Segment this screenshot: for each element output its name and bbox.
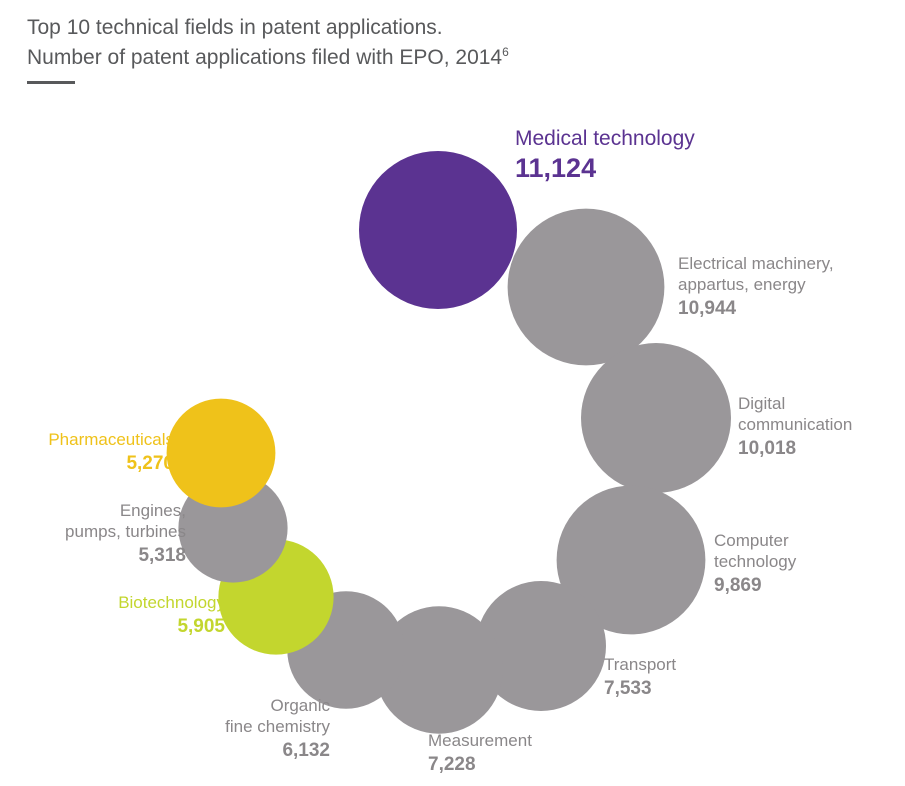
bubble-value-organic-fine-chemistry: 6,132 [282,740,330,761]
bubble-label-transport-line-1: Transport [604,655,677,674]
bubble-medical-technology [359,151,517,309]
bubble-electrical-machinery-appartus-energy [508,209,665,366]
bubble-label-measurement-line-1: Measurement [428,731,532,750]
bubble-label-engines-pumps-turbines-line-2: pumps, turbines [65,522,186,541]
footnote-marker: 6 [502,45,509,59]
bubble-label-biotechnology-line-1: Biotechnology [118,593,225,612]
bubble-pharmaceuticals [167,399,276,508]
bubble-value-medical-technology: 11,124 [515,153,597,183]
bubble-label-organic-fine-chemistry-line-2: fine chemistry [225,717,330,736]
chart-title-line-1: Top 10 technical fields in patent applications. [27,16,443,39]
chart-subtitle: Number of patent applications filed with EPO, 2014 [27,46,503,69]
bubble-value-transport: 7,533 [604,678,652,699]
bubble-value-pharmaceuticals: 5,270 [126,453,174,474]
bubble-label-engines-pumps-turbines-line-1: Engines, [119,501,186,520]
bubble-label-computer-technology-line-2: technology [714,552,797,571]
bubble-label-electrical-machinery-appartus-energy-line-1: Electrical machinery, [678,254,834,273]
bubble-label-pharmaceuticals-line-1: Pharmaceuticals [48,430,174,449]
bubble-label-electrical-machinery-appartus-energy-line-2: appartus, energy [678,275,806,294]
bubble-value-measurement: 7,228 [428,754,476,775]
bubble-value-digital-communication: 10,018 [738,438,797,459]
bubble-label-digital-communication-line-1: Digital [738,394,786,413]
bubble-label-medical-technology-line-1: Medical technology [515,127,695,150]
bubble-label-organic-fine-chemistry-line-1: Organic [270,696,330,715]
bubble-label-digital-communication-line-2: communication [738,415,853,434]
bubble-digital-communication [581,343,731,493]
bubble-value-electrical-machinery-appartus-energy: 10,944 [678,298,737,319]
bubble-value-biotechnology: 5,905 [177,616,225,637]
bubble-label-computer-technology-line-1: Computer [714,531,789,550]
bubble-value-computer-technology: 9,869 [714,575,762,596]
bubble-value-engines-pumps-turbines: 5,318 [138,545,186,566]
